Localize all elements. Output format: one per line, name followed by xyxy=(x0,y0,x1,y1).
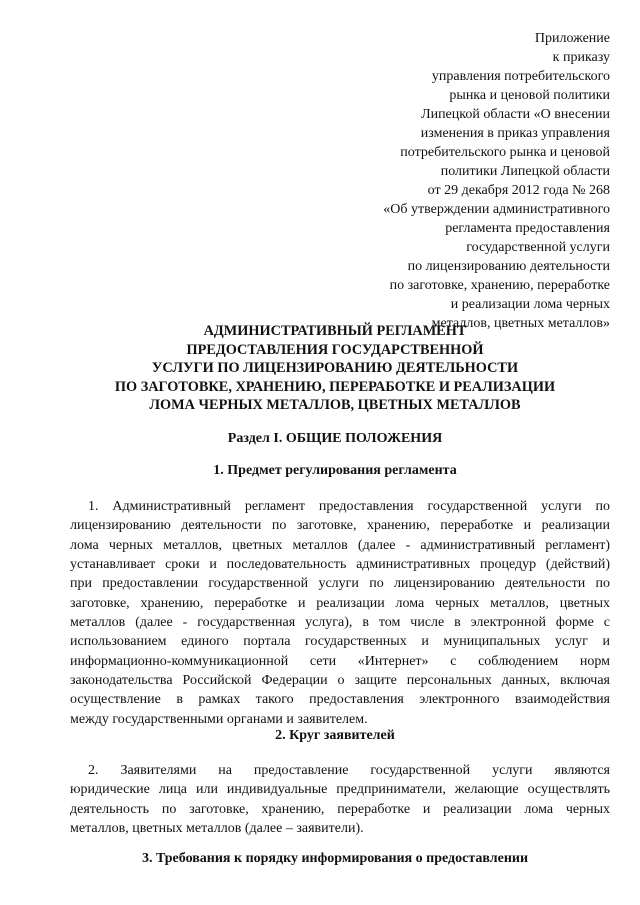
appendix-line: «Об утверждении административного xyxy=(383,202,610,217)
appendix-line: государственной услуги xyxy=(466,240,610,255)
subsection-heading: 1. Предмет регулирования регламента xyxy=(213,463,457,478)
paragraph-line: между государственными органами и заявителем. xyxy=(70,711,368,727)
appendix-line: и реализации лома черных xyxy=(450,297,610,312)
appendix-line: по заготовке, хранению, переработке xyxy=(389,278,610,293)
appendix-line: металлов, цветных металлов» xyxy=(431,316,610,331)
appendix-line: от 29 декабря 2012 года № 268 xyxy=(427,183,610,198)
appendix-line: по лицензированию деятельности xyxy=(407,259,610,274)
appendix-line: Липецкой области «О внесении xyxy=(421,107,610,122)
paragraph-line: металлов, цветных металлов (далее – заявители). xyxy=(70,821,364,837)
appendix-block xyxy=(310,29,610,333)
document-title xyxy=(70,322,600,415)
paragraph-line: 1. Административный регламент предоставления государственной услуги по xyxy=(88,499,610,514)
paragraph-line: лицензированию деятельности по заготовке, хранению, переработке и реализации xyxy=(70,518,610,534)
title-line: ПО ЗАГОТОВКЕ, ХРАНЕНИЮ, ПЕРЕРАБОТКЕ И РЕАЛИЗАЦИИ xyxy=(114,378,556,395)
appendix-line: управления потребительского xyxy=(431,69,610,84)
paragraph-line: законодательства Российской Федерации о защите персональных данных, включая xyxy=(70,673,610,689)
paragraph-line: металлов (далее - государственная услуга), в том числе в электронной форме с xyxy=(70,615,610,631)
paragraph-line: при предоставлении государственной услуги по лицензированию деятельности по xyxy=(70,576,610,592)
paragraph-line: использованием единого портала государственных и муниципальных услуг и xyxy=(70,634,610,650)
paragraph-subject xyxy=(70,497,610,729)
appendix-line: регламента предоставления xyxy=(445,221,610,236)
paragraph-line: 2. Заявителями на предоставление государственной услуги являются xyxy=(88,763,610,778)
paragraph-line: лома черных металлов, цветных металлов (далее - административный регламент) xyxy=(70,537,610,553)
appendix-line: рынка и ценовой политики xyxy=(449,88,610,103)
appendix-line: Приложение xyxy=(534,31,610,46)
paragraph-applicants xyxy=(70,761,610,838)
paragraph-line: заготовке, хранению, переработке и реализации лома черных металлов, цветных xyxy=(70,595,610,611)
paragraph-line: осуществление в рамках такого предоставления электронного взаимодействия xyxy=(70,692,610,708)
appendix-line: изменения в приказ управления xyxy=(420,126,610,141)
subsection-heading: 2. Круг заявителей xyxy=(275,728,395,743)
section-heading: Раздел I. ОБЩИЕ ПОЛОЖЕНИЯ xyxy=(227,431,443,446)
paragraph-line: деятельность по заготовке, хранению, переработке и реализации лома черных xyxy=(70,801,610,817)
paragraph-line: устанавливает сроки и последовательность административных процедур (действий) xyxy=(70,557,610,573)
paragraph-line: информационно-коммуникационной сети «Интернет» с соблюдением норм xyxy=(70,653,610,669)
title-line: АДМИНИСТРАТИВНЫЙ РЕГЛАМЕНТ xyxy=(203,323,467,339)
title-line: ПРЕДОСТАВЛЕНИЯ ГОСУДАРСТВЕННОЙ xyxy=(186,341,484,358)
appendix-line: политики Липецкой области xyxy=(440,164,610,179)
title-line: ЛОМА ЧЕРНЫХ МЕТАЛЛОВ, ЦВЕТНЫХ МЕТАЛЛОВ xyxy=(149,397,521,413)
title-line: УСЛУГИ ПО ЛИЦЕНЗИРОВАНИЮ ДЕЯТЕЛЬНОСТИ xyxy=(151,360,519,376)
appendix-line: к приказу xyxy=(552,50,610,65)
appendix-line: потребительского рынка и ценовой xyxy=(400,145,610,160)
paragraph-line: юридические лица или индивидуальные предприниматели, желающие осуществлять xyxy=(70,782,610,798)
subsection-heading: 3. Требования к порядку информирования о предоставлении xyxy=(141,851,529,866)
